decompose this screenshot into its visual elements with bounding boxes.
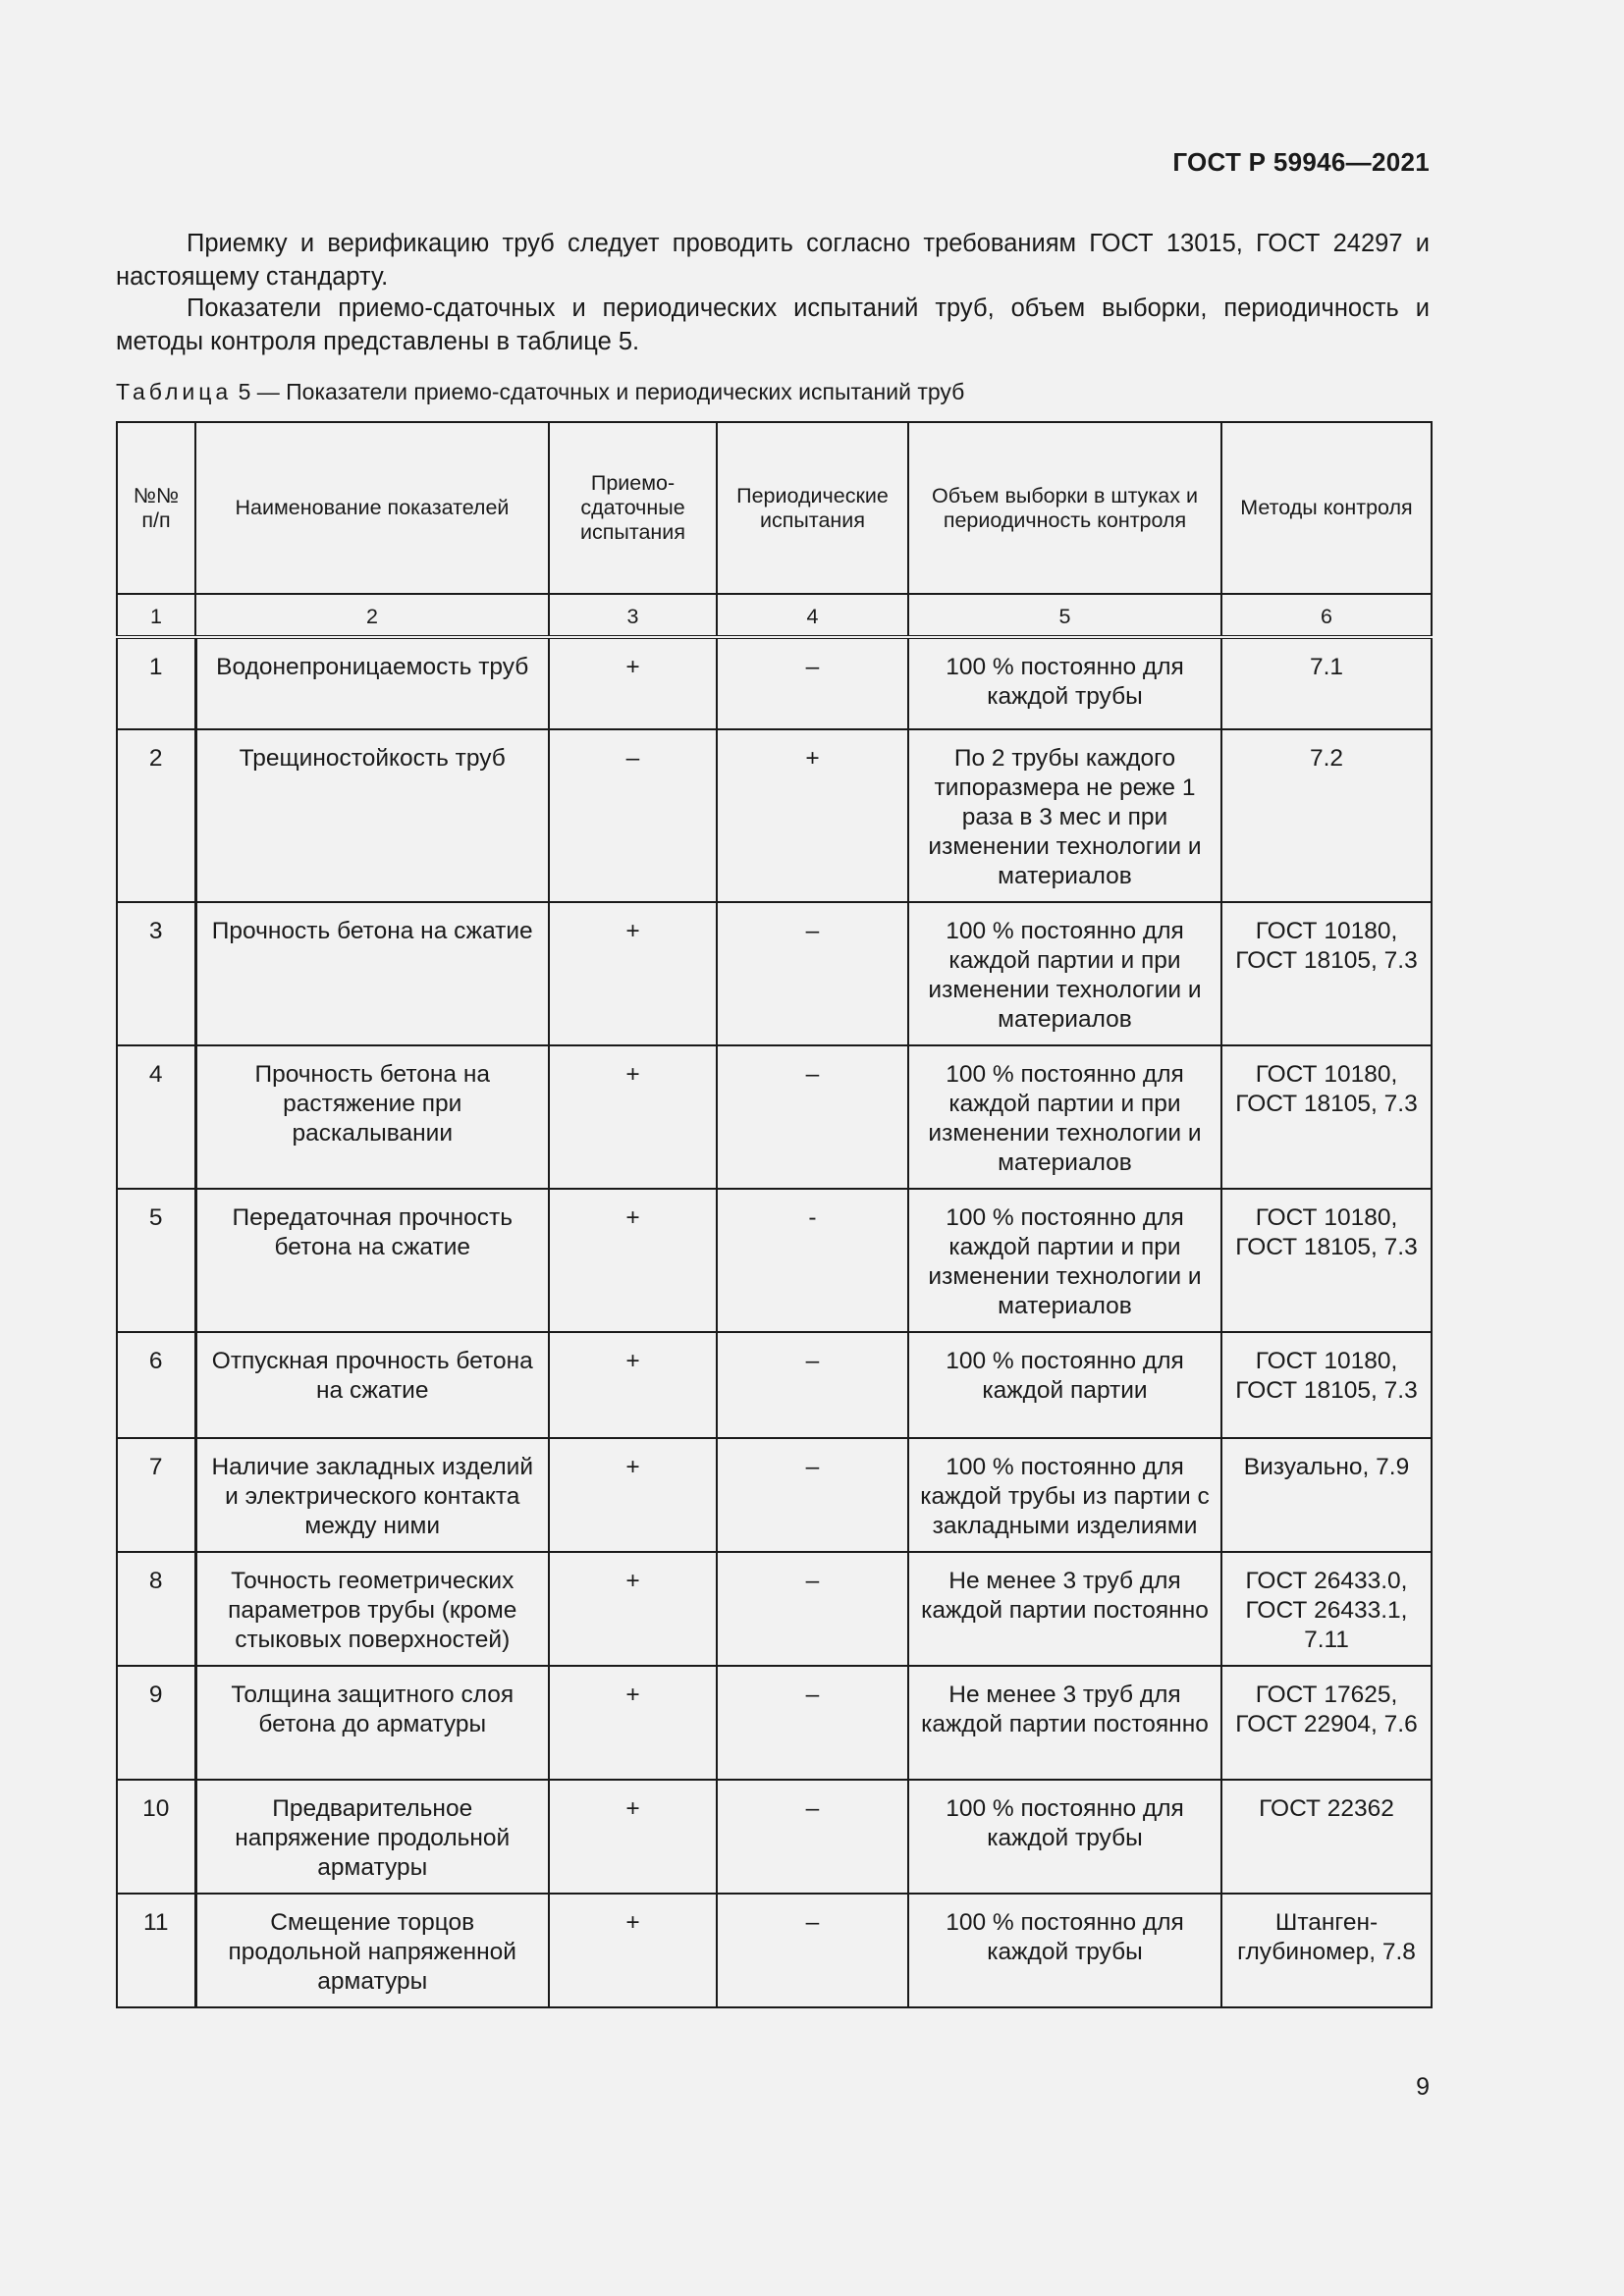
cell-acceptance: + — [549, 1189, 717, 1332]
tests-table — [116, 421, 1433, 2008]
cell-periodic: – — [717, 1780, 908, 1894]
table-caption-text: 5 — Показатели приемо-сдаточных и периодических испытаний труб — [238, 379, 965, 404]
cell-sample: Не менее 3 труб для каждой партии постоянно — [908, 1666, 1221, 1780]
page-number: 9 — [1416, 2073, 1430, 2101]
cell-periodic: – — [717, 637, 908, 729]
cell-number: 3 — [117, 902, 195, 1045]
document-code: ГОСТ Р 59946—2021 — [1172, 147, 1430, 177]
cell-indicator: Водонепроницаемость труб — [195, 637, 549, 729]
cell-periodic: – — [717, 902, 908, 1045]
cell-indicator: Трещиностойкость труб — [195, 729, 549, 902]
table-row — [117, 1189, 1432, 1332]
cell-number: 8 — [117, 1552, 195, 1666]
cell-indicator: Точность геометрических параметров трубы (кроме стыковых поверхностей) — [195, 1552, 549, 1666]
cell-sample: 100 % постоянно для каждой партии и при изменении технологии и материалов — [908, 1045, 1221, 1189]
cell-indicator: Передаточная прочность бетона на сжатие — [195, 1189, 549, 1332]
table-row — [117, 729, 1432, 902]
cell-indicator: Наличие закладных изделий и электрического контакта между ними — [195, 1438, 549, 1552]
cell-indicator: Прочность бетона на растяжение при раскалывании — [195, 1045, 549, 1189]
table-header-row — [117, 422, 1432, 594]
cell-method: ГОСТ 10180, ГОСТ 18105, 7.3 — [1221, 902, 1432, 1045]
cell-acceptance: + — [549, 1894, 717, 2007]
cell-periodic: + — [717, 729, 908, 902]
cell-acceptance: + — [549, 637, 717, 729]
column-number: 1 — [117, 594, 195, 637]
cell-acceptance: + — [549, 1666, 717, 1780]
table-row — [117, 1045, 1432, 1189]
cell-acceptance: + — [549, 1332, 717, 1438]
cell-method: ГОСТ 10180, ГОСТ 18105, 7.3 — [1221, 1189, 1432, 1332]
cell-method: ГОСТ 10180, ГОСТ 18105, 7.3 — [1221, 1332, 1432, 1438]
cell-sample: 100 % постоянно для каждой трубы — [908, 637, 1221, 729]
cell-method: ГОСТ 10180, ГОСТ 18105, 7.3 — [1221, 1045, 1432, 1189]
cell-method: Визуально, 7.9 — [1221, 1438, 1432, 1552]
cell-indicator: Прочность бетона на сжатие — [195, 902, 549, 1045]
cell-number: 9 — [117, 1666, 195, 1780]
cell-periodic: – — [717, 1894, 908, 2007]
cell-method: ГОСТ 17625, ГОСТ 22904, 7.6 — [1221, 1666, 1432, 1780]
table-caption — [116, 379, 964, 405]
cell-sample: По 2 трубы каждого типоразмера не реже 1 раза в 3 мес и при изменении технологии и материалов — [908, 729, 1221, 902]
column-number: 5 — [908, 594, 1221, 637]
table-row — [117, 902, 1432, 1045]
col-header-methods: Методы контроля — [1221, 422, 1432, 594]
cell-sample: 100 % постоянно для каждой трубы — [908, 1780, 1221, 1894]
cell-number: 2 — [117, 729, 195, 902]
paragraph-indicators: Показатели приемо-сдаточных и периодических испытаний труб, объем выборки, периодичность и методы контроля представлены в таблице 5. — [116, 294, 1430, 355]
column-number: 6 — [1221, 594, 1432, 637]
table-row — [117, 1438, 1432, 1552]
cell-periodic: - — [717, 1189, 908, 1332]
cell-method: Штанген-глубиномер, 7.8 — [1221, 1894, 1432, 2007]
cell-sample: 100 % постоянно для каждой партии и при изменении технологии и материалов — [908, 1189, 1221, 1332]
cell-indicator: Предварительное напряжение продольной арматуры — [195, 1780, 549, 1894]
cell-number: 1 — [117, 637, 195, 729]
cell-number: 11 — [117, 1894, 195, 2007]
table-row — [117, 1780, 1432, 1894]
cell-indicator: Смещение торцов продольной напряженной арматуры — [195, 1894, 549, 2007]
cell-number: 7 — [117, 1438, 195, 1552]
col-header-indicator: Наименование показателей — [195, 422, 549, 594]
cell-acceptance: + — [549, 902, 717, 1045]
cell-periodic: – — [717, 1552, 908, 1666]
cell-indicator: Толщина защитного слоя бетона до арматуры — [195, 1666, 549, 1780]
cell-method: 7.1 — [1221, 637, 1432, 729]
cell-sample: 100 % постоянно для каждой партии — [908, 1332, 1221, 1438]
paragraph-acceptance: Приемку и верификацию труб следует проводить согласно требованиям ГОСТ 13015, ГОСТ 24297 и настоящему стандарту. — [116, 230, 1430, 291]
cell-sample: 100 % постоянно для каждой трубы — [908, 1894, 1221, 2007]
cell-acceptance: + — [549, 1045, 717, 1189]
cell-acceptance: + — [549, 1780, 717, 1894]
cell-sample: 100 % постоянно для каждой трубы из партии с закладными изделиями — [908, 1438, 1221, 1552]
column-number: 2 — [195, 594, 549, 637]
cell-acceptance: – — [549, 729, 717, 902]
table-row — [117, 637, 1432, 729]
table-caption-label: Таблица — [116, 379, 233, 404]
col-header-sample: Объем выборки в штуках и периодичность контроля — [908, 422, 1221, 594]
cell-number: 5 — [117, 1189, 195, 1332]
cell-acceptance: + — [549, 1438, 717, 1552]
table-row — [117, 1666, 1432, 1780]
cell-indicator: Отпускная прочность бетона на сжатие — [195, 1332, 549, 1438]
cell-sample: 100 % постоянно для каждой партии и при изменении технологии и материалов — [908, 902, 1221, 1045]
cell-number: 4 — [117, 1045, 195, 1189]
table-row — [117, 1894, 1432, 2007]
cell-periodic: – — [717, 1666, 908, 1780]
column-number: 3 — [549, 594, 717, 637]
cell-number: 10 — [117, 1780, 195, 1894]
col-header-periodic: Периодические испытания — [717, 422, 908, 594]
col-header-number: №№ п/п — [117, 422, 195, 594]
cell-acceptance: + — [549, 1552, 717, 1666]
cell-periodic: – — [717, 1438, 908, 1552]
table-row — [117, 1552, 1432, 1666]
cell-method: ГОСТ 22362 — [1221, 1780, 1432, 1894]
cell-periodic: – — [717, 1332, 908, 1438]
cell-number: 6 — [117, 1332, 195, 1438]
cell-sample: Не менее 3 труб для каждой партии постоянно — [908, 1552, 1221, 1666]
col-header-acceptance: Приемо-сдаточные испытания — [549, 422, 717, 594]
cell-method: ГОСТ 26433.0, ГОСТ 26433.1, 7.11 — [1221, 1552, 1432, 1666]
table-row — [117, 1332, 1432, 1438]
cell-method: 7.2 — [1221, 729, 1432, 902]
column-number: 4 — [717, 594, 908, 637]
cell-periodic: – — [717, 1045, 908, 1189]
column-numbers-row — [117, 594, 1432, 637]
